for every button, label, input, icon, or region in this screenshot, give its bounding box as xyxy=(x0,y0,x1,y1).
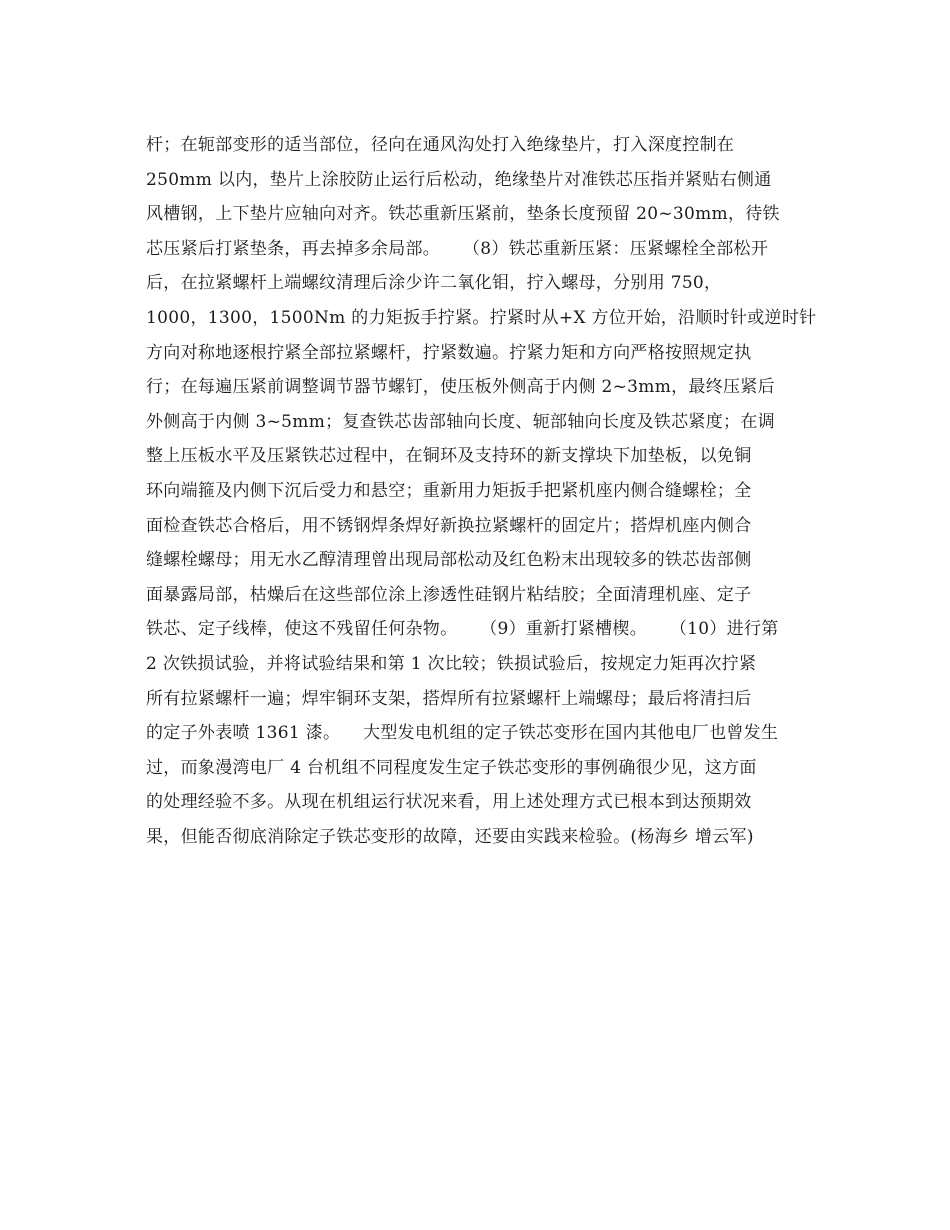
text-line: 的处理经验不多。从现在机组运行状况来看，用上述处理方式已根本到达预期效 xyxy=(146,792,752,813)
text-line: 芯压紧后打紧垫条，再去掉多余局部。 （8）铁芯重新压紧：压紧螺栓全部松开 xyxy=(146,238,769,259)
text-line: 方向对称地逐根拧紧全部拉紧螺杆，拧紧数遍。拧紧力矩和方向严格按照规定执 xyxy=(146,342,752,363)
text-line: 缝螺栓螺母；用无水乙醇清理曾出现局部松动及红色粉末出现较多的铁芯齿部侧 xyxy=(146,550,752,571)
text-line: 行；在每遍压紧前调整调节器节螺钉，使压板外侧高于内侧 2~3mm，最终压紧后 xyxy=(146,377,775,398)
text-line: 1000，1300，1500Nm 的力矩扳手拧紧。拧紧时从+X 方位开始，沿顺时针或逆时针 xyxy=(146,307,817,328)
text-line: 整上压板水平及压紧铁芯过程中，在铜环及支持环的新支撑块下加垫板，以免铜 xyxy=(146,446,752,467)
text-line: 2 次铁损试验，并将试验结果和第 1 次比较；铁损试验后，按规定力矩再次拧紧 xyxy=(146,653,757,674)
text-line: 后，在拉紧螺杆上端螺纹清理后涂少许二氧化钼，拧入螺母，分别用 750， xyxy=(146,273,722,294)
text-line: 所有拉紧螺杆一遍；焊牢铜环支架，搭焊所有拉紧螺杆上端螺母；最后将清扫后 xyxy=(146,688,752,709)
text-line: 果，但能否彻底消除定子铁芯变形的故障，还要由实践来检验。(杨海乡 增云军) xyxy=(146,826,754,847)
text-line: 的定子外表喷 1361 漆。 大型发电机组的定子铁芯变形在国内其他电厂也曾发生 xyxy=(146,723,779,744)
text-line: 环向端箍及内侧下沉后受力和悬空；重新用力矩扳手把紧机座内侧合缝螺栓；全 xyxy=(146,480,752,501)
text-line: 杆；在轭部变形的适当部位，径向在通风沟处打入绝缘垫片，打入深度控制在 xyxy=(146,135,735,155)
text-line: 面检查铁芯合格后，用不锈钢焊条焊好新换拉紧螺杆的固定片；搭焊机座内侧合 xyxy=(146,515,752,536)
text-line: 过，而象漫湾电厂 4 台机组不同程度发生定子铁芯变形的事例确很少见，这方面 xyxy=(146,757,757,778)
text-line: 外侧高于内侧 3~5mm；复查铁芯齿部轴向长度、轭部轴向长度及铁芯紧度；在调 xyxy=(146,411,775,432)
text-line: 铁芯、定子线棒，使这不残留任何杂物。 （9）重新打紧槽楔。 （10）进行第 xyxy=(146,619,779,640)
text-line: 250mm 以内，垫片上涂胶防止运行后松动，绝缘垫片对准铁芯压指并紧贴右侧通 xyxy=(146,169,772,190)
text-line: 风槽钢，上下垫片应轴向对齐。铁芯重新压紧前，垫条长度预留 20~30mm，待铁 xyxy=(146,204,780,225)
body-text xyxy=(146,128,816,854)
text-line: 面暴露局部，枯燥后在这些部位涂上渗透性硅钢片粘结胶；全面清理机座、定子 xyxy=(146,584,752,605)
